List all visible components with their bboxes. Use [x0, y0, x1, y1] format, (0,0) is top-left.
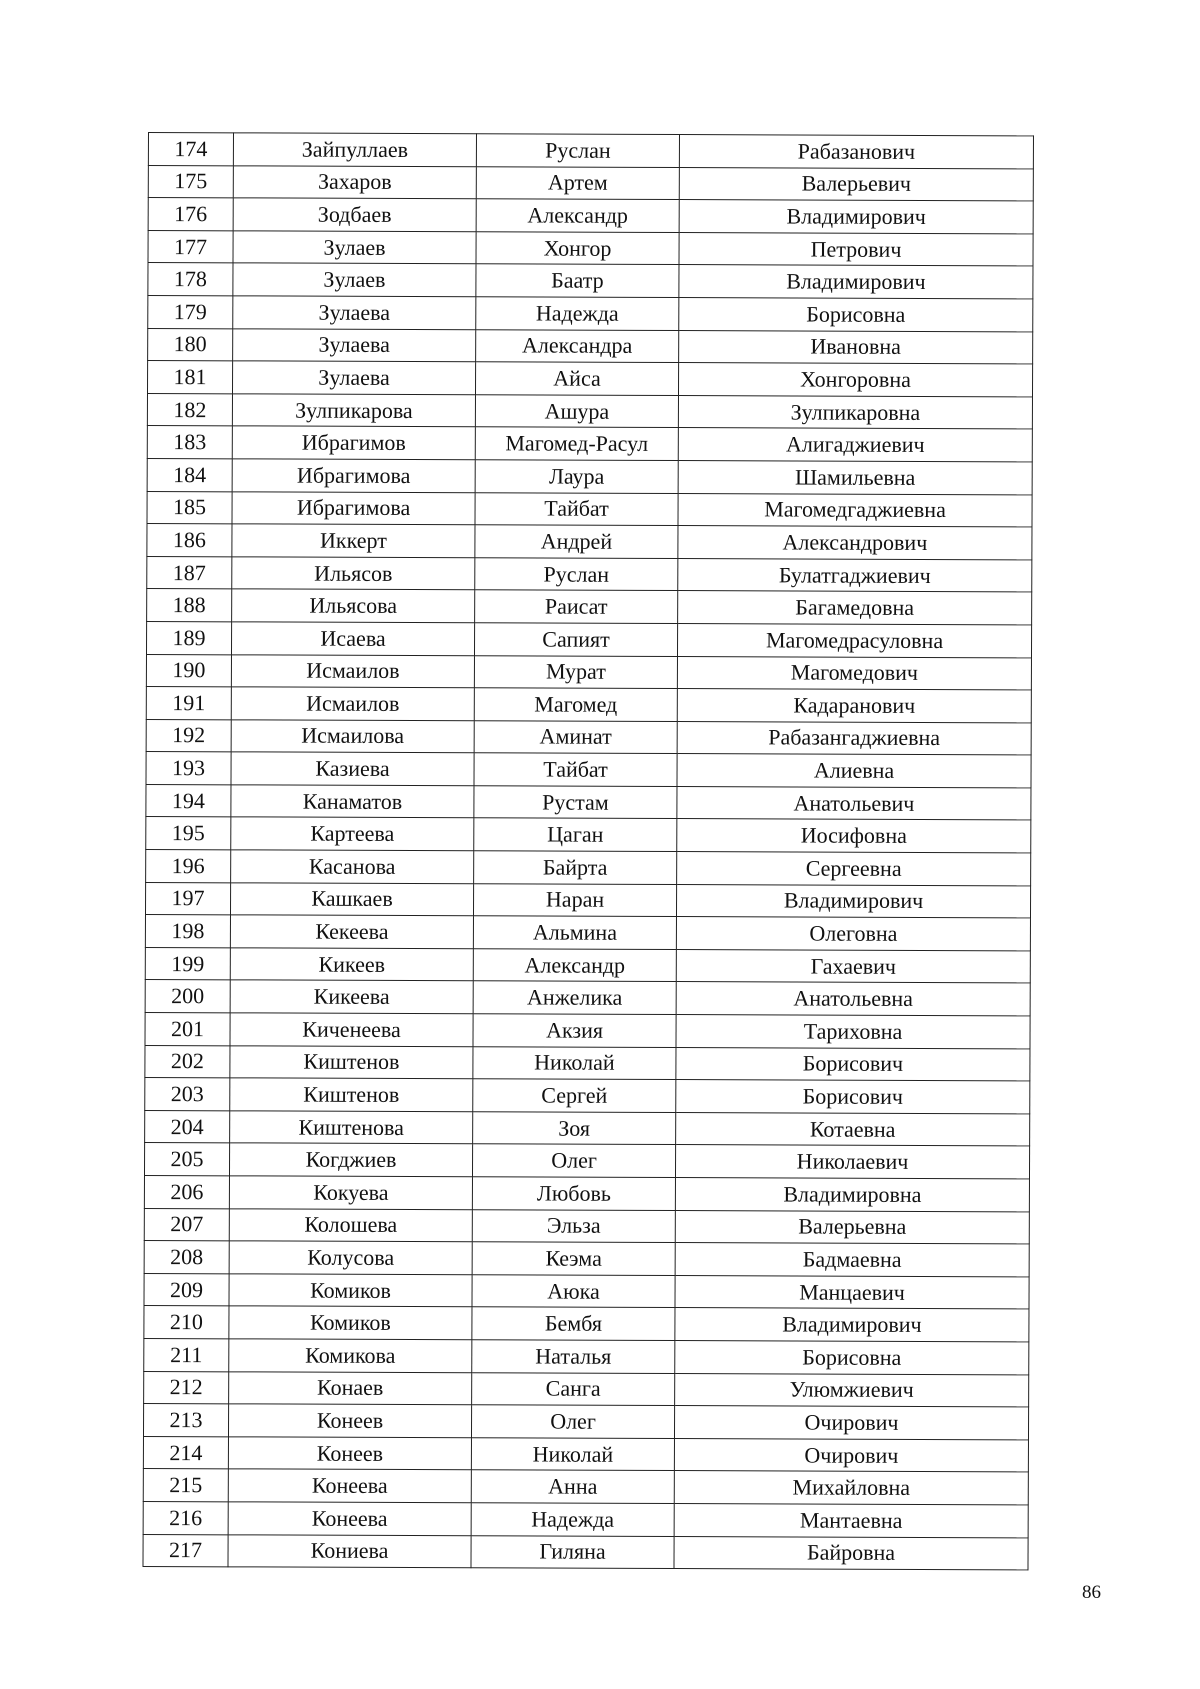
patronymic-cell: Манцаевич [675, 1275, 1029, 1309]
patronymic-cell: Байровна [674, 1536, 1028, 1570]
first-name-cell: Андрей [475, 525, 678, 558]
patronymic-cell: Анатольевич [677, 786, 1031, 820]
row-number-cell: 177 [148, 230, 233, 263]
row-number-cell: 210 [144, 1306, 229, 1339]
roster-table [142, 132, 1034, 1571]
last-name-cell: Ильясов [232, 557, 475, 591]
table-row [144, 1208, 1029, 1244]
table-row [147, 589, 1032, 625]
patronymic-cell: Валерьевич [679, 167, 1033, 201]
patronymic-cell: Борисовна [679, 298, 1033, 332]
table-row [148, 230, 1033, 266]
table-row [146, 752, 1031, 788]
last-name-cell: Конеев [228, 1404, 471, 1438]
table-row [146, 784, 1031, 820]
last-name-cell: Исмаилов [231, 654, 474, 688]
last-name-cell: Зодбаев [233, 198, 476, 232]
table-row [148, 165, 1033, 201]
first-name-cell: Александр [476, 199, 679, 232]
first-name-cell: Магомед-Расул [475, 427, 678, 460]
patronymic-cell: Владимирович [676, 884, 1030, 918]
first-name-cell: Байрта [474, 851, 677, 884]
patronymic-cell: Бадмаевна [675, 1243, 1029, 1277]
patronymic-cell: Алиевна [677, 754, 1031, 788]
table-row [148, 198, 1033, 234]
row-number-cell: 193 [146, 752, 231, 785]
row-number-cell: 195 [146, 817, 231, 850]
first-name-cell: Сапият [474, 623, 677, 656]
row-number-cell: 200 [145, 980, 230, 1013]
last-name-cell: Ибрагимова [232, 459, 475, 493]
table-row [147, 393, 1032, 429]
row-number-cell: 178 [148, 263, 233, 296]
first-name-cell: Любовь [472, 1177, 675, 1210]
first-name-cell: Ашура [475, 395, 678, 428]
last-name-cell: Исмаилова [231, 720, 474, 754]
last-name-cell: Колошева [229, 1208, 472, 1242]
last-name-cell: Исмаилов [231, 687, 474, 721]
page-number: 86 [1082, 1582, 1101, 1603]
first-name-cell: Николай [471, 1438, 674, 1471]
patronymic-cell: Владимирович [679, 200, 1033, 234]
patronymic-cell: Тариховна [676, 1015, 1030, 1049]
first-name-cell: Аюка [472, 1275, 675, 1308]
row-number-cell: 194 [146, 784, 231, 817]
row-number-cell: 183 [147, 426, 232, 459]
table-row [143, 1404, 1028, 1440]
first-name-cell: Магомед [474, 688, 677, 721]
row-number-cell: 217 [143, 1534, 228, 1567]
first-name-cell: Олег [472, 1144, 675, 1177]
row-number-cell: 192 [146, 719, 231, 752]
patronymic-cell: Булатгаджиевич [678, 558, 1032, 592]
patronymic-cell: Очирович [674, 1438, 1028, 1472]
table-row [144, 1338, 1029, 1374]
table-row [147, 491, 1032, 527]
table-row [146, 621, 1031, 657]
patronymic-cell: Валерьевна [675, 1210, 1029, 1244]
first-name-cell: Олег [471, 1405, 674, 1438]
patronymic-cell: Хонгоровна [678, 363, 1032, 397]
table-row [145, 1078, 1030, 1114]
row-number-cell: 205 [144, 1143, 229, 1176]
first-name-cell: Лаура [475, 460, 678, 493]
row-number-cell: 212 [144, 1371, 229, 1404]
last-name-cell: Комиков [229, 1306, 472, 1340]
first-name-cell: Анжелика [473, 981, 676, 1014]
table-row [144, 1143, 1029, 1179]
table-row [143, 1501, 1028, 1537]
last-name-cell: Колусова [229, 1241, 472, 1275]
patronymic-cell: Зулпикаровна [678, 395, 1032, 429]
last-name-cell: Кикеева [230, 980, 473, 1014]
row-number-cell: 186 [147, 524, 232, 557]
patronymic-cell: Сергеевна [677, 852, 1031, 886]
patronymic-cell: Николаевич [675, 1145, 1029, 1179]
first-name-cell: Надежда [476, 297, 679, 330]
row-number-cell: 215 [143, 1469, 228, 1502]
last-name-cell: Когджиев [229, 1143, 472, 1177]
row-number-cell: 207 [144, 1208, 229, 1241]
table-row [147, 458, 1032, 494]
row-number-cell: 184 [147, 458, 232, 491]
first-name-cell: Тайбат [474, 753, 677, 786]
last-name-cell: Зулпикарова [232, 394, 475, 428]
first-name-cell: Альмина [473, 916, 676, 949]
row-number-cell: 211 [144, 1338, 229, 1371]
first-name-cell: Анна [471, 1470, 674, 1503]
last-name-cell: Зулаева [232, 361, 475, 395]
last-name-cell: Ильясова [232, 589, 475, 623]
first-name-cell: Цаган [474, 818, 677, 851]
first-name-cell: Бембя [472, 1307, 675, 1340]
first-name-cell: Тайбат [475, 492, 678, 525]
patronymic-cell: Котаевна [676, 1112, 1030, 1146]
last-name-cell: Комикова [229, 1339, 472, 1373]
row-number-cell: 196 [146, 850, 231, 883]
patronymic-cell: Михайловна [674, 1471, 1028, 1505]
patronymic-cell: Борисович [676, 1080, 1030, 1114]
first-name-cell: Руслан [476, 134, 679, 167]
row-number-cell: 181 [147, 361, 232, 394]
table-row [143, 1436, 1028, 1472]
table-row [144, 1371, 1029, 1407]
patronymic-cell: Владимирович [679, 265, 1033, 299]
table-row [144, 1306, 1029, 1342]
first-name-cell: Кеэма [472, 1242, 675, 1275]
last-name-cell: Зулаев [233, 263, 476, 297]
table-row [148, 133, 1033, 169]
last-name-cell: Конеева [228, 1469, 471, 1503]
patronymic-cell: Рабазангаджиевна [677, 721, 1031, 755]
patronymic-cell: Рабазанович [679, 135, 1033, 169]
table-row [145, 915, 1030, 951]
first-name-cell: Руслан [475, 557, 678, 590]
table-row [145, 1045, 1030, 1081]
last-name-cell: Киштенов [230, 1078, 473, 1112]
patronymic-cell: Владимировна [675, 1178, 1029, 1212]
first-name-cell: Аминат [474, 720, 677, 753]
table-row [146, 850, 1031, 886]
patronymic-cell: Анатольевна [676, 982, 1030, 1016]
row-number-cell: 203 [145, 1078, 230, 1111]
table-row [147, 361, 1032, 397]
last-name-cell: Казиева [231, 752, 474, 786]
patronymic-cell: Ивановна [679, 330, 1033, 364]
first-name-cell: Александр [473, 949, 676, 982]
first-name-cell: Надежда [471, 1503, 674, 1536]
first-name-cell: Санга [472, 1372, 675, 1405]
last-name-cell: Зайпуллаев [233, 133, 476, 167]
row-number-cell: 182 [147, 393, 232, 426]
last-name-cell: Кашкаев [230, 882, 473, 916]
row-number-cell: 216 [143, 1501, 228, 1534]
first-name-cell: Хонгор [476, 232, 679, 265]
table-row [145, 980, 1030, 1016]
table-row [145, 947, 1030, 983]
last-name-cell: Киштенов [230, 1045, 473, 1079]
row-number-cell: 190 [146, 654, 231, 687]
table-row [147, 426, 1032, 462]
roster-table-body [143, 133, 1034, 1571]
table-row [147, 556, 1032, 592]
table-row [143, 1469, 1028, 1505]
row-number-cell: 187 [147, 556, 232, 589]
first-name-cell: Гиляна [471, 1535, 674, 1568]
table-row [145, 882, 1030, 918]
table-row [147, 524, 1032, 560]
table-row [148, 328, 1033, 364]
row-number-cell: 213 [143, 1404, 228, 1437]
row-number-cell: 208 [144, 1241, 229, 1274]
last-name-cell: Кикеев [230, 948, 473, 982]
table-row [144, 1241, 1029, 1277]
first-name-cell: Айса [475, 362, 678, 395]
row-number-cell: 214 [143, 1436, 228, 1469]
row-number-cell: 209 [144, 1273, 229, 1306]
first-name-cell: Рустам [474, 786, 677, 819]
table-row [144, 1273, 1029, 1309]
table-row [144, 1175, 1029, 1211]
patronymic-cell: Мантаевна [674, 1503, 1028, 1537]
table-row [146, 654, 1031, 690]
first-name-cell: Эльза [472, 1209, 675, 1242]
first-name-cell: Мурат [474, 655, 677, 688]
last-name-cell: Комиков [229, 1274, 472, 1308]
first-name-cell: Акзия [473, 1014, 676, 1047]
table-row [143, 1534, 1028, 1570]
patronymic-cell: Гахаевич [676, 949, 1030, 983]
last-name-cell: Конаев [229, 1371, 472, 1405]
first-name-cell: Наран [473, 883, 676, 916]
first-name-cell: Николай [473, 1046, 676, 1079]
patronymic-cell: Олеговна [676, 917, 1030, 951]
table-row [148, 295, 1033, 331]
last-name-cell: Иккерт [232, 524, 475, 558]
first-name-cell: Артем [476, 166, 679, 199]
row-number-cell: 198 [145, 915, 230, 948]
patronymic-cell: Багамедовна [678, 591, 1032, 625]
last-name-cell: Зулаев [233, 231, 476, 265]
row-number-cell: 201 [145, 1013, 230, 1046]
last-name-cell: Касанова [231, 850, 474, 884]
row-number-cell: 188 [147, 589, 232, 622]
last-name-cell: Киштенова [230, 1111, 473, 1145]
last-name-cell: Конеева [228, 1502, 471, 1536]
last-name-cell: Кониева [228, 1534, 471, 1568]
patronymic-cell: Магомедрасуловна [677, 623, 1031, 657]
table-row [145, 1110, 1030, 1146]
patronymic-cell: Борисовна [675, 1341, 1029, 1375]
last-name-cell: Кекеева [230, 915, 473, 949]
row-number-cell: 175 [148, 165, 233, 198]
row-number-cell: 185 [147, 491, 232, 524]
patronymic-cell: Петрович [679, 232, 1033, 266]
row-number-cell: 204 [145, 1110, 230, 1143]
last-name-cell: Канаматов [231, 785, 474, 819]
first-name-cell: Баатр [476, 264, 679, 297]
table-row [145, 1013, 1030, 1049]
last-name-cell: Картеева [231, 817, 474, 851]
patronymic-cell: Борисович [676, 1047, 1030, 1081]
last-name-cell: Кокуева [229, 1176, 472, 1210]
last-name-cell: Исаева [231, 622, 474, 656]
patronymic-cell: Очирович [674, 1406, 1028, 1440]
patronymic-cell: Магомедович [677, 656, 1031, 690]
last-name-cell: Захаров [233, 165, 476, 199]
patronymic-cell: Магомедгаджиевна [678, 493, 1032, 527]
last-name-cell: Ибрагимов [232, 426, 475, 460]
row-number-cell: 176 [148, 198, 233, 231]
patronymic-cell: Улюмжиевич [675, 1373, 1029, 1407]
last-name-cell: Киченеева [230, 1013, 473, 1047]
first-name-cell: Наталья [472, 1340, 675, 1373]
row-number-cell: 180 [148, 328, 233, 361]
first-name-cell: Александра [476, 329, 679, 362]
row-number-cell: 199 [145, 947, 230, 980]
patronymic-cell: Владимирович [675, 1308, 1029, 1342]
patronymic-cell: Иосифовна [677, 819, 1031, 853]
row-number-cell: 206 [144, 1175, 229, 1208]
table-row [146, 687, 1031, 723]
row-number-cell: 202 [145, 1045, 230, 1078]
last-name-cell: Ибрагимова [232, 491, 475, 525]
patronymic-cell: Александрович [678, 526, 1032, 560]
row-number-cell: 189 [146, 621, 231, 654]
first-name-cell: Раисат [475, 590, 678, 623]
patronymic-cell: Алигаджиевич [678, 428, 1032, 462]
last-name-cell: Зулаева [233, 296, 476, 330]
table-row [146, 817, 1031, 853]
row-number-cell: 197 [145, 882, 230, 915]
row-number-cell: 191 [146, 687, 231, 720]
table-row [146, 719, 1031, 755]
patronymic-cell: Кадаранович [677, 689, 1031, 723]
first-name-cell: Зоя [473, 1112, 676, 1145]
patronymic-cell: Шамильевна [678, 460, 1032, 494]
table-row [148, 263, 1033, 299]
last-name-cell: Конеев [228, 1437, 471, 1471]
row-number-cell: 179 [148, 295, 233, 328]
last-name-cell: Зулаева [233, 328, 476, 362]
row-number-cell: 174 [148, 133, 233, 166]
first-name-cell: Сергей [473, 1079, 676, 1112]
